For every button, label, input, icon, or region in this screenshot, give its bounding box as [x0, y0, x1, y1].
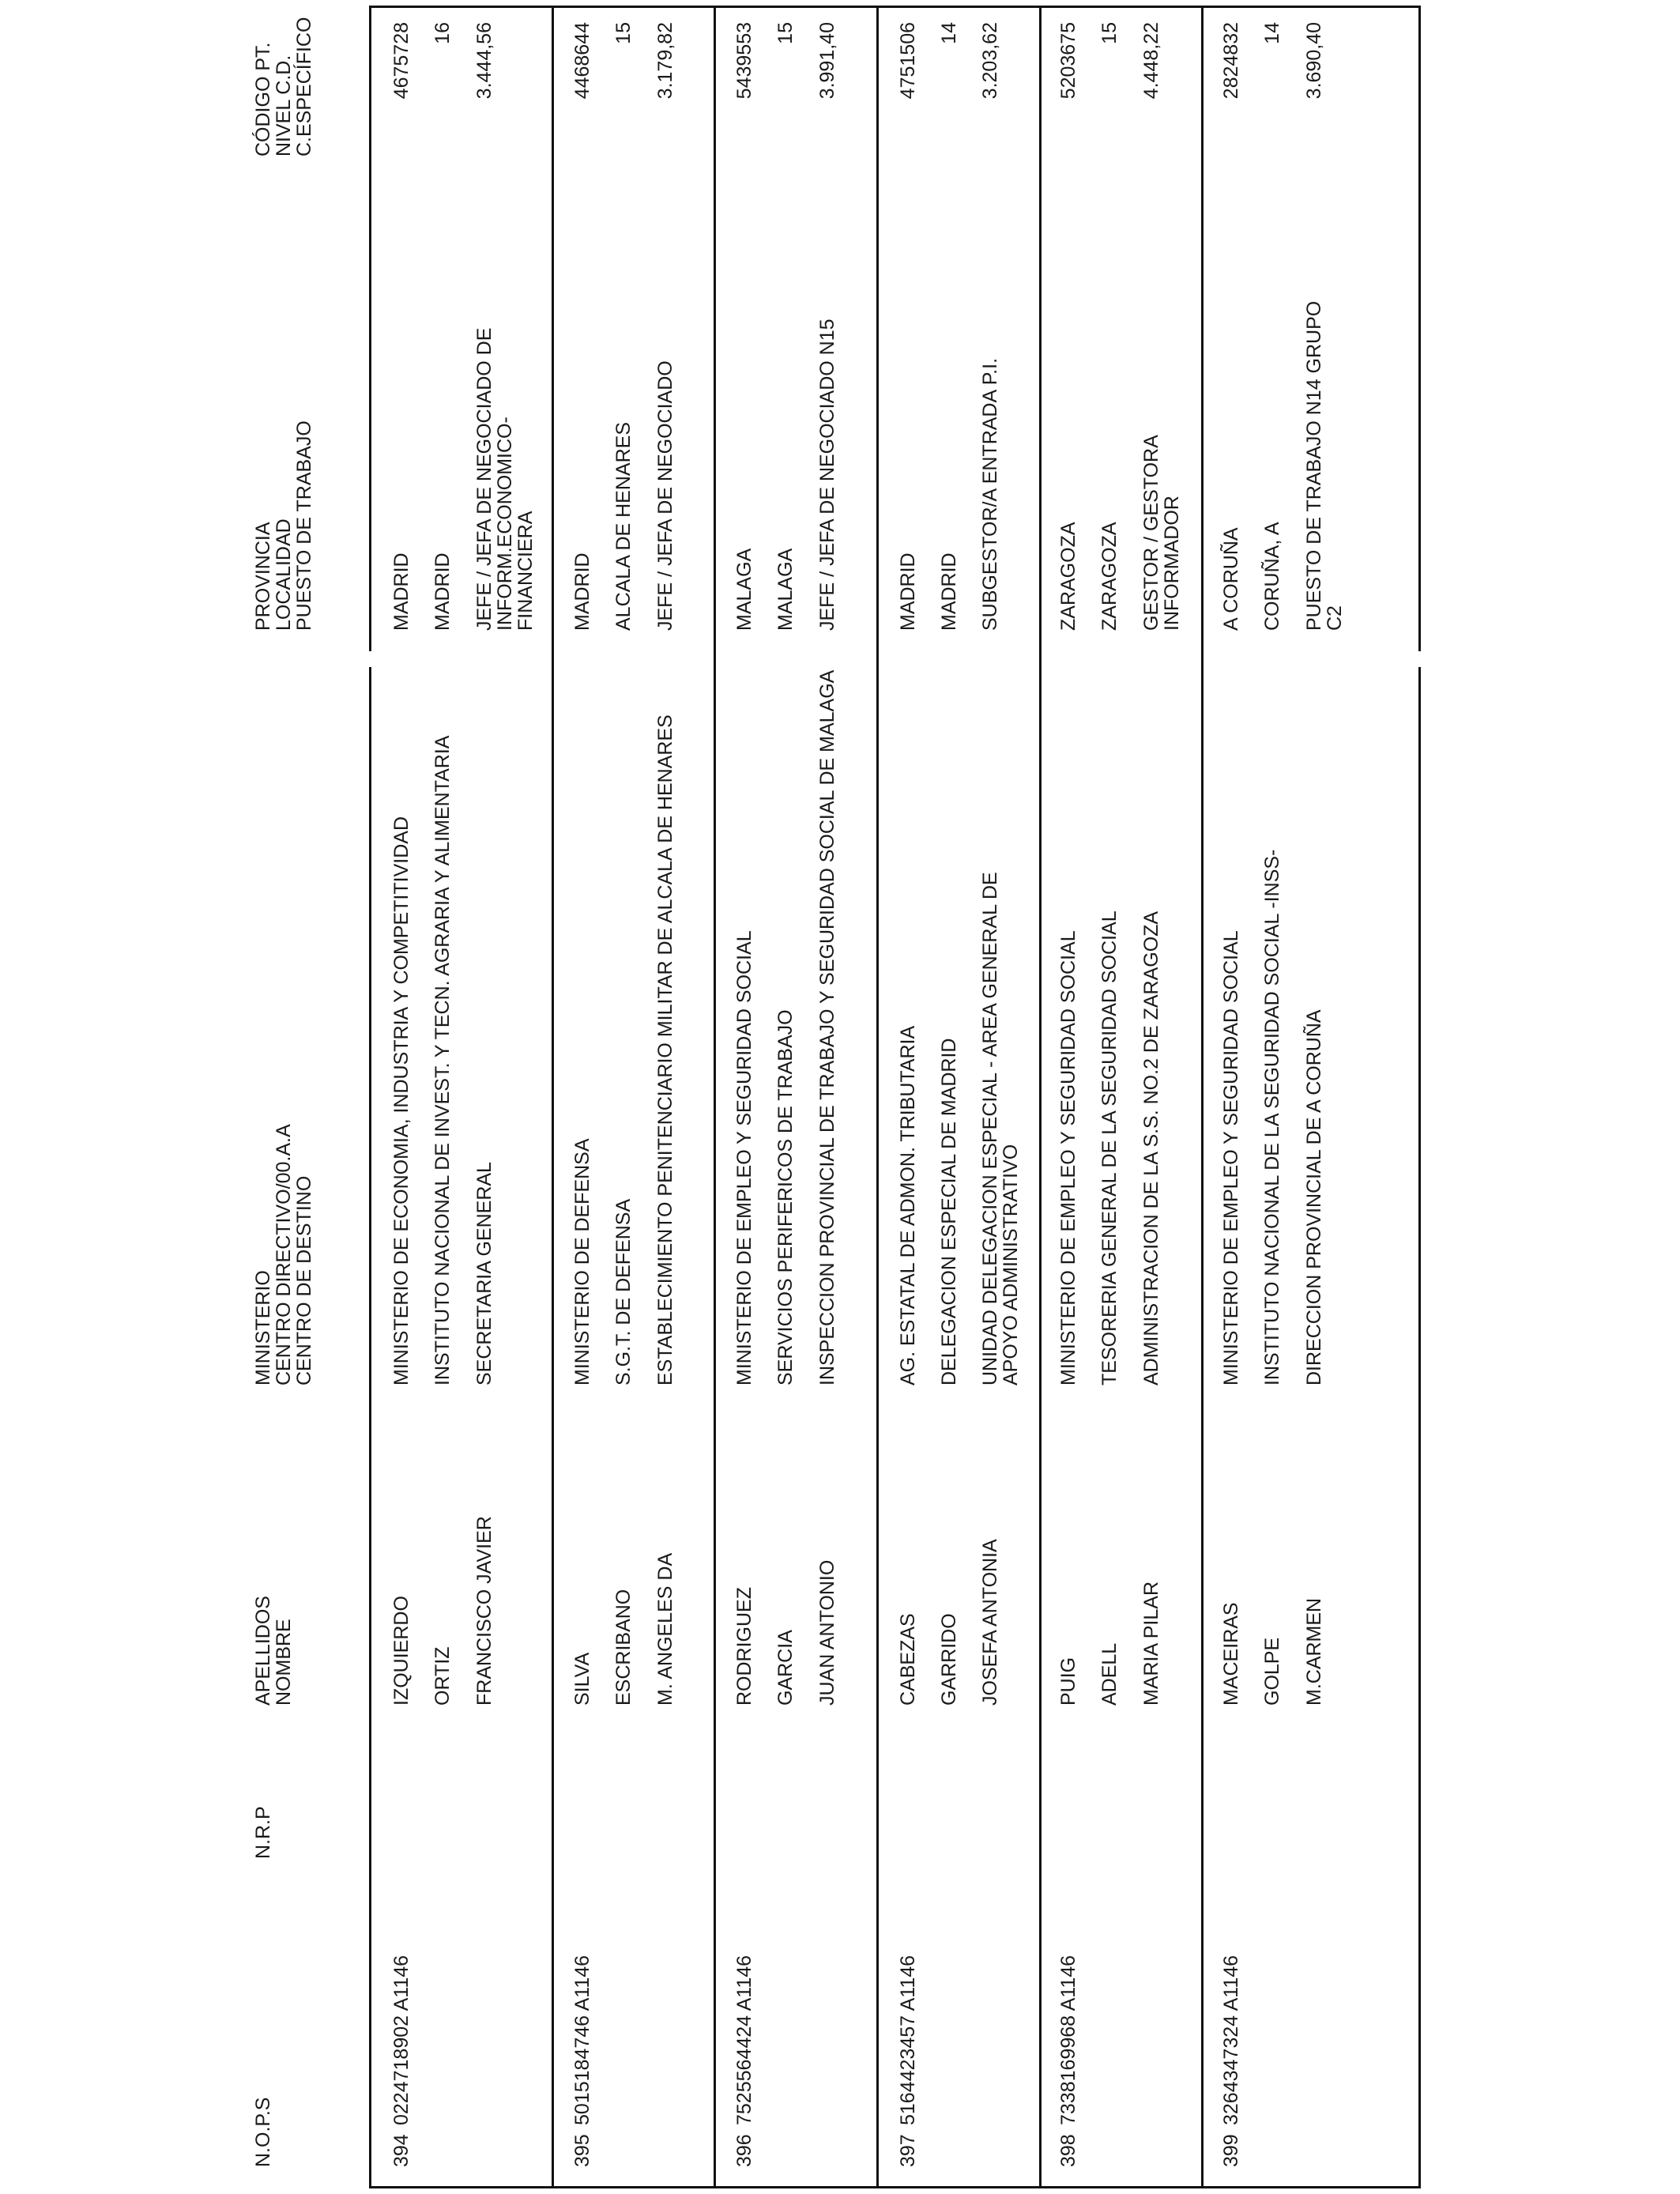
puesto: JEFE / JEFA DE NEGOCIADO N15 [816, 319, 838, 631]
nombre: JOSEFA ANTONIA [979, 1539, 1001, 1706]
especifico: 3.203,62 [979, 22, 1001, 100]
ministerio: MINISTERIO DE ECONOMIA, INDUSTRIA Y COMPETITIVIDAD [390, 816, 412, 1385]
apellido2: GARCIA [774, 1630, 797, 1706]
codigo-pt: 4675728 [390, 22, 412, 100]
ministerio: MINISTERIO DE EMPLEO Y SEGURIDAD SOCIAL [733, 930, 755, 1385]
provincia: MADRID [390, 552, 412, 631]
header-codigo: CÓDIGO PT. NIVEL C.D. C.ESPECÍFICO [252, 17, 315, 156]
puesto: SUBGESTOR/A ENTRADA P.I. [979, 357, 1001, 631]
nops: 397 [897, 2134, 919, 2167]
ministerio: AG. ESTATAL DE ADMON. TRIBUTARIA [897, 1025, 919, 1385]
especifico: 4.448,22 [1140, 22, 1162, 100]
centro-destino: INSPECCION PROVINCIAL DE TRABAJO Y SEGURIDAD SOCIAL DE MALAGA [816, 669, 838, 1385]
nombre: M. ANGELES DA [654, 1552, 676, 1706]
nops: 394 [390, 2134, 412, 2167]
nops: 396 [733, 2134, 755, 2167]
puesto: JEFE / JEFA DE NEGOCIADO DE INFORM.ECONOMICO-FINANCIERA [473, 327, 537, 631]
nrp: 5015184746 A1146 [571, 1955, 593, 2125]
line-gap [369, 651, 1421, 667]
nombre: JUAN ANTONIO [816, 1559, 838, 1706]
header-ministerio: MINISTERIO CENTRO DIRECTIVO/00.A.A CENTRO DE DESTINO [252, 1124, 315, 1385]
codigo-pt: 4751506 [897, 22, 919, 100]
nivel-cd: 15 [612, 22, 635, 44]
centro-directivo: DELEGACION ESPECIAL DE MADRID [938, 1038, 960, 1385]
nombre: FRANCISCO JAVIER [473, 1516, 495, 1706]
especifico: 3.444,56 [473, 22, 495, 100]
header-provincia: PROVINCIA LOCALIDAD PUESTO DE TRABAJO [252, 420, 315, 631]
nivel-cd: 14 [1261, 22, 1283, 44]
puesto: GESTOR / GESTORA INFORMADOR [1140, 435, 1183, 631]
header-apellidos: APELLIDOS NOMBRE [252, 1596, 295, 1706]
provincia: MADRID [897, 552, 919, 631]
provincia: A CORUÑA [1220, 527, 1242, 631]
ministerio: MINISTERIO DE EMPLEO Y SEGURIDAD SOCIAL [1220, 930, 1242, 1385]
nivel-cd: 15 [774, 22, 797, 44]
header-nrp: N.R.P [252, 1806, 274, 1859]
nrp: 5164423457 A1146 [897, 1955, 919, 2125]
nrp: 3264347324 A1146 [1220, 1955, 1242, 2125]
apellido1: PUIG [1057, 1657, 1079, 1706]
especifico: 3.690,40 [1303, 22, 1325, 100]
localidad: ALCALA DE HENARES [612, 422, 635, 631]
codigo-pt: 5203675 [1057, 22, 1079, 100]
apellido1: IZQUIERDO [390, 1596, 412, 1706]
row-separator [1201, 8, 1203, 2186]
nrp: 7525564424 A1146 [733, 1955, 755, 2125]
provincia: ZARAGOZA [1057, 522, 1079, 631]
apellido1: MACEIRAS [1220, 1602, 1242, 1706]
provincia: MALAGA [733, 548, 755, 631]
nops: 398 [1057, 2134, 1079, 2167]
codigo-pt: 2824832 [1220, 22, 1242, 100]
nops: 395 [571, 2134, 593, 2167]
centro-destino: ESTABLECIMIENTO PENITENCIARIO MILITAR DE ALCALA DE HENARES [654, 714, 676, 1385]
provincia: MADRID [571, 552, 593, 631]
row-separator [876, 8, 879, 2186]
row-separator [1039, 8, 1042, 2186]
especifico: 3.179,82 [654, 22, 676, 100]
centro-destino: UNIDAD DELEGACION ESPECIAL - AREA GENERAL DE APOYO ADMINISTRATIVO [979, 872, 1022, 1385]
codigo-pt: 4468644 [571, 22, 593, 100]
apellido2: ORTIZ [431, 1646, 454, 1706]
centro-directivo: S.G.T. DE DEFENSA [612, 1198, 635, 1385]
localidad: MADRID [431, 552, 454, 631]
apellido2: ESCRIBANO [612, 1589, 635, 1706]
ministerio: MINISTERIO DE DEFENSA [571, 1138, 593, 1385]
row-separator [714, 8, 716, 2186]
row-separator [552, 8, 554, 2186]
nrp: 7338169968 A1146 [1057, 1955, 1079, 2125]
centro-directivo: SERVICIOS PERIFERICOS DE TRABAJO [774, 1009, 797, 1385]
puesto: PUESTO DE TRABAJO N14 GRUPO C2 [1303, 300, 1346, 631]
apellido2: ADELL [1098, 1642, 1121, 1706]
nivel-cd: 14 [938, 22, 960, 44]
apellido2: GARRIDO [938, 1613, 960, 1706]
localidad: ZARAGOZA [1098, 522, 1121, 631]
apellido1: RODRIGUEZ [733, 1587, 755, 1706]
nivel-cd: 15 [1098, 22, 1121, 44]
nops: 399 [1220, 2134, 1242, 2167]
especifico: 3.991,40 [816, 22, 838, 100]
nombre: MARIA PILAR [1140, 1581, 1162, 1706]
ministerio: MINISTERIO DE EMPLEO Y SEGURIDAD SOCIAL [1057, 930, 1079, 1385]
centro-destino: DIRECCION PROVINCIAL DE A CORUÑA [1303, 1009, 1325, 1385]
localidad: CORUÑA, A [1261, 522, 1283, 631]
apellido2: GOLPE [1261, 1637, 1283, 1706]
nrp: 0224718902 A1146 [390, 1955, 412, 2125]
centro-destino: SECRETARIA GENERAL [473, 1162, 495, 1385]
centro-directivo: INSTITUTO NACIONAL DE LA SEGURIDAD SOCIAL -INSS- [1261, 849, 1283, 1385]
apellido1: CABEZAS [897, 1613, 919, 1706]
apellido1: SILVA [571, 1652, 593, 1706]
centro-directivo: TESORERIA GENERAL DE LA SEGURIDAD SOCIAL [1098, 910, 1121, 1385]
localidad: MALAGA [774, 548, 797, 631]
header-nops: N.O.P.S [252, 2097, 274, 2167]
centro-directivo: INSTITUTO NACIONAL DE INVEST. Y TECN. AGRARIA Y ALIMENTARIA [431, 735, 454, 1385]
nivel-cd: 16 [431, 22, 454, 44]
nombre: M.CARMEN [1303, 1597, 1325, 1706]
codigo-pt: 5439553 [733, 22, 755, 100]
puesto: JEFE / JEFA DE NEGOCIADO [654, 360, 676, 631]
centro-destino: ADMINISTRACION DE LA S.S. NO.2 DE ZARAGOZA [1140, 910, 1162, 1385]
localidad: MADRID [938, 552, 960, 631]
